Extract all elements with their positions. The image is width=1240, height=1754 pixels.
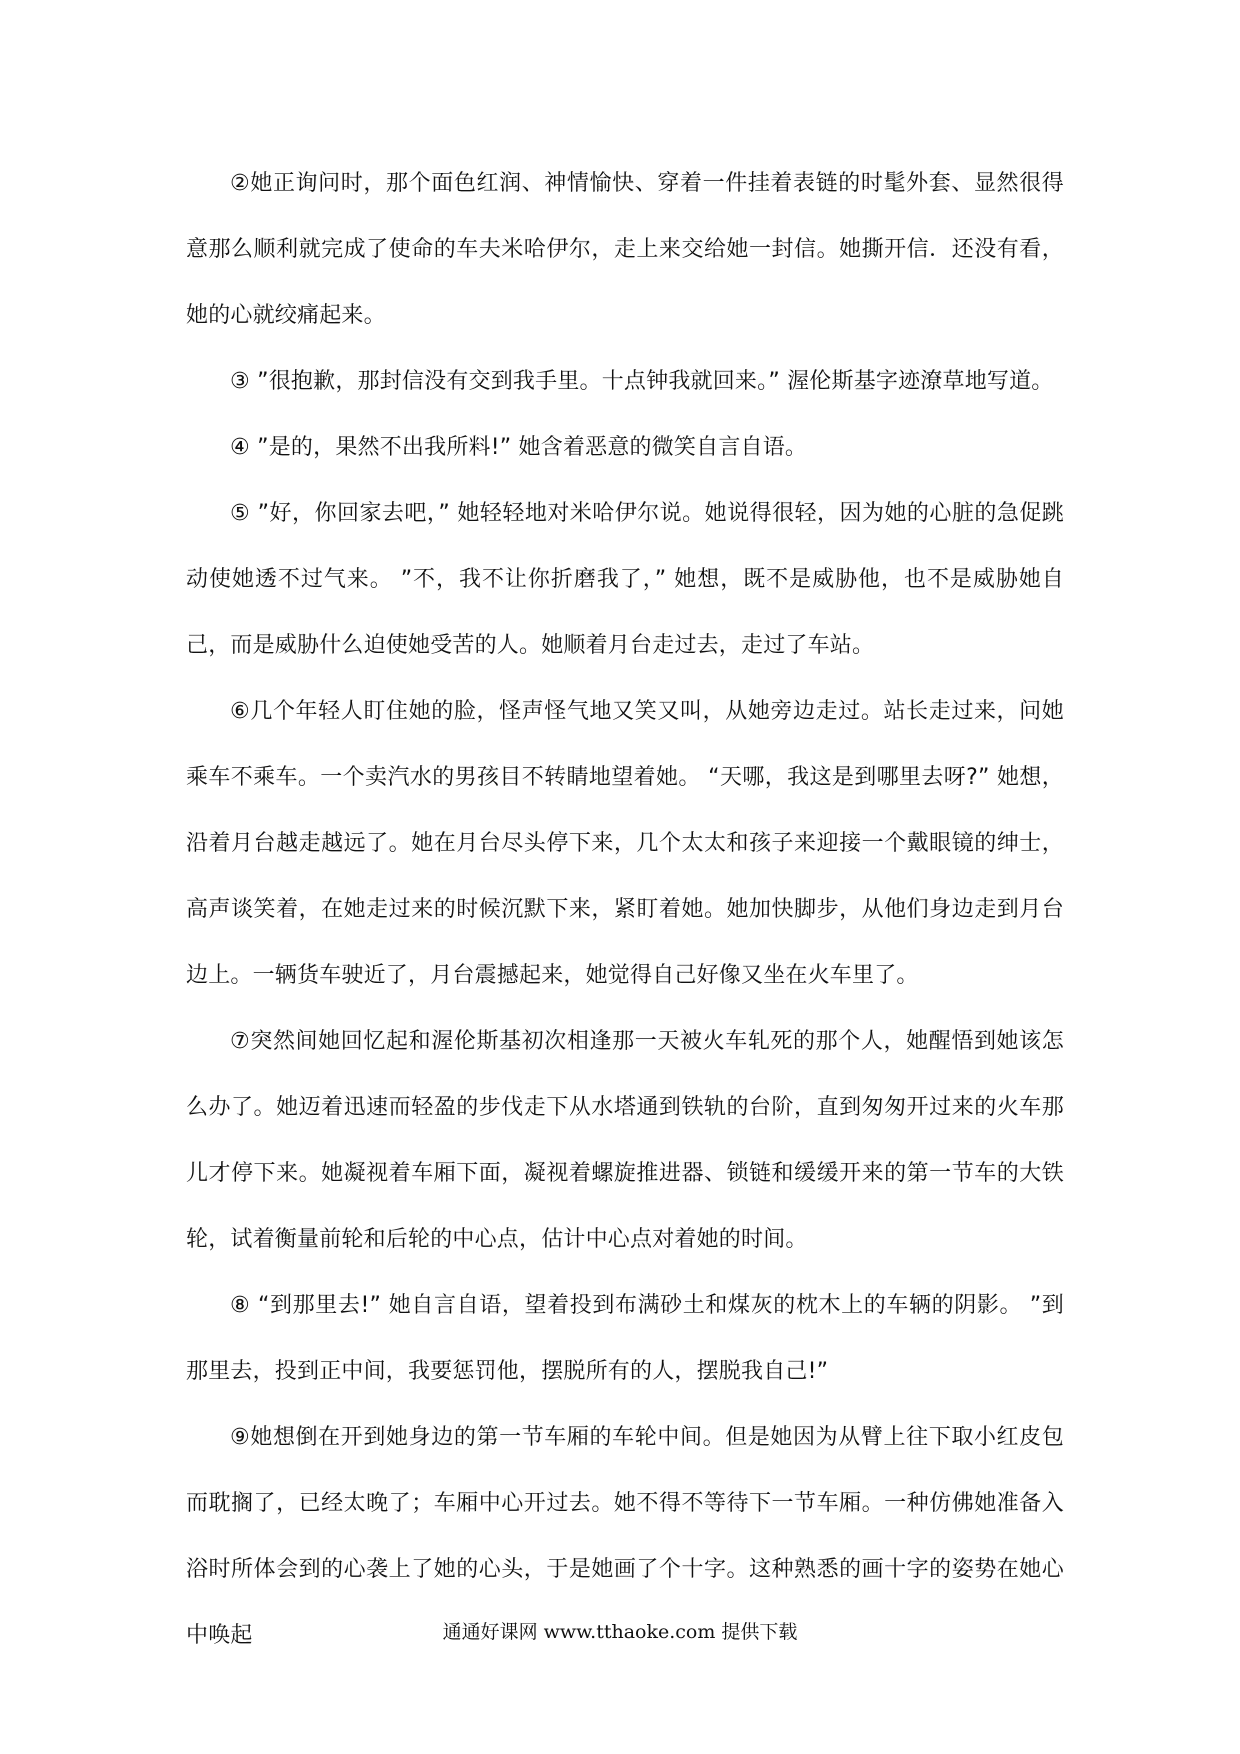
paragraph-4: ④ ”是的，果然不出我所料!” 她含着恶意的微笑自言自语。 (230, 435, 808, 460)
paragraph-3: ③ ”很抱歉，那封信没有交到我手里。十点钟我就回来。” 渥伦斯基字迹潦草地写道。 (230, 369, 1054, 394)
page-footer: 通通好课网 www.tthaoke.com 提供下载 (442, 1621, 798, 1643)
paragraph-5: ⑤ ”好，你回家去吧，” 她轻轻地对米哈伊尔说。她说得很轻，因为她的心脏的急促跳动使她透不过气来。 ”不，我不让你折磨我了，” 她想，既不是威胁他，也不是威胁她自己，而是威胁什么迫使她受苦的人。她顺着月台走过去，走过了车站。 (186, 501, 1064, 658)
paragraph-7: ⑦突然间她回忆起和渥伦斯基初次相逢那一天被火车轧死的那个人，她醒悟到她该怎么办了。她迈着迅速而轻盈的步伐走下从水塔通到铁轨的台阶，直到匆匆开过来的火车那儿才停下来。她凝视着车厢下面，凝视着螺旋推进器、锁链和缓缓开来的第一节车的大铁轮，试着衡量前轮和后轮的中心点，估计中心点对着她的时间。 (186, 1029, 1064, 1252)
paragraph-8: ⑧ “到那里去!” 她自言自语，望着投到布满砂土和煤灰的枕木上的车辆的阴影。 ”到那里去，投到正中间，我要惩罚他，摆脱所有的人，摆脱我自己!” (186, 1293, 1064, 1384)
paragraph-2: ②她正询问时，那个面色红润、神情愉快、穿着一件挂着表链的时髦外套、显然很得意那么顺利就完成了使命的车夫米哈伊尔，走上来交给她一封信。她撕开信．还没有看，她的心就绞痛起来。 (186, 171, 1064, 328)
paragraph-9: ⑨她想倒在开到她身边的第一节车厢的车轮中间。但是她因为从臂上往下取小红皮包而耽搁了，已经太晚了；车厢中心开过去。她不得不等待下一节车厢。一种仿佛她准备入浴时所体会到的心袭上了她的心头，于是她画了个十字。这种熟悉的画十字的姿势在她心中唤起 (186, 1425, 1064, 1648)
paragraph-6: ⑥几个年轻人盯住她的脸，怪声怪气地又笑又叫，从她旁边走过。站长走过来，问她乘车不乘车。一个卖汽水的男孩目不转睛地望着她。 “天哪，我这是到哪里去呀?” 她想，沿着月台越走越远了。她在月台尽头停下来，几个太太和孩子来迎接一个戴眼镜的绅士，高声谈笑着，在她走过来的时候沉默下来，紧盯着她。她加快脚步，从他们身边走到月台边上。一辆货车驶近了，月台震撼起来，她觉得自己好像又坐在火车里了。 (186, 699, 1064, 988)
